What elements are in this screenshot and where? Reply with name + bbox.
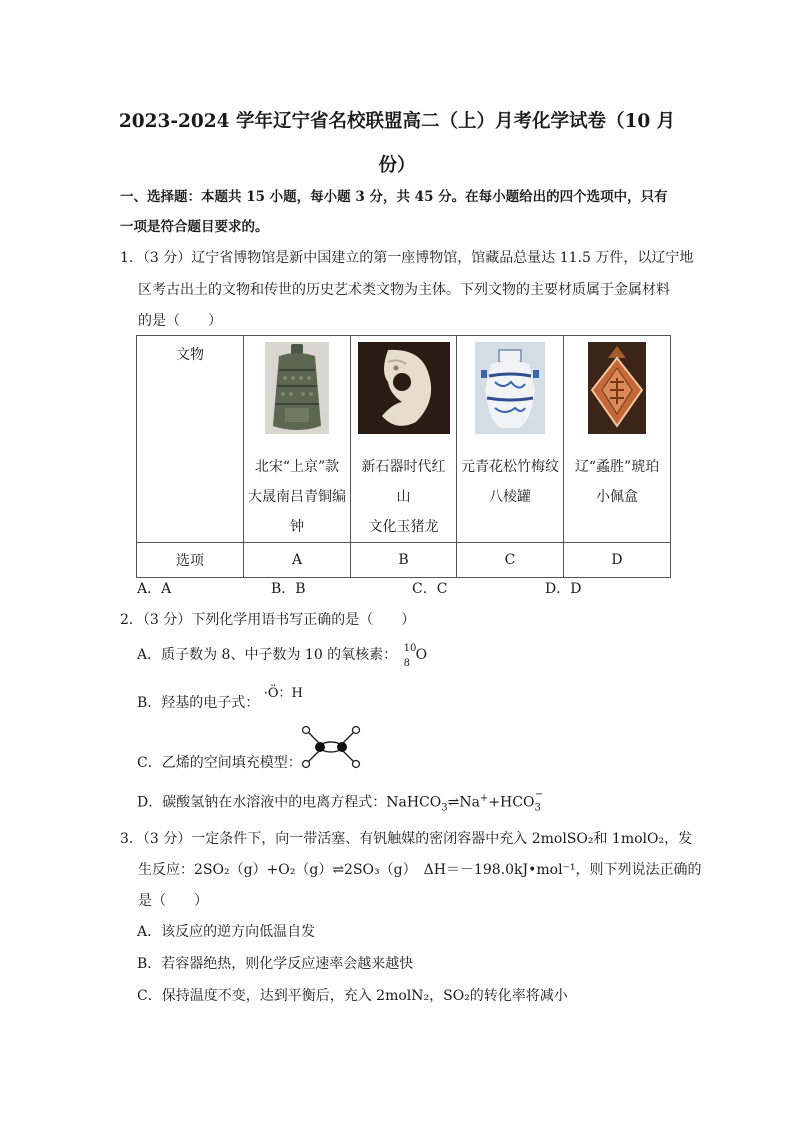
nuclide-atomic-number: 8: [403, 658, 411, 669]
artifact-c-caption-2: 八棱罐: [489, 489, 531, 505]
artifact-a-caption-2: 大晟南吕青铜编: [248, 489, 346, 505]
artifact-cell-b: [351, 336, 457, 543]
q2-option-c[interactable]: [137, 753, 302, 773]
q2-option-b-text: B．羟基的电子式：: [137, 695, 260, 711]
artifact-a-caption-1: 北宋“上京”款: [254, 459, 340, 475]
q1-stem-line3: 的是（ ）: [138, 313, 222, 329]
section-heading-line1: 一、选择题：本题共 15 小题，每小题 3 分，共 45 分。在每小题给出的四个选项中，只有: [120, 189, 668, 205]
artifact-table: [136, 335, 671, 578]
q2-option-d-sub3: 3: [441, 802, 448, 814]
bicarbonate-formula: HCO: [500, 794, 535, 811]
q3-option-c[interactable]: C．保持温度不变，达到平衡后，充入 2molN₂，SO₂的转化率将减小: [137, 988, 568, 1004]
q2-option-d-prefix: D．碳酸氢钠在水溶液中的电离方程式：NaHCO: [137, 794, 442, 811]
oxygen-nuclide-notation: [402, 642, 416, 668]
artifact-b-caption-1: 新石器时代红山: [361, 459, 446, 505]
bicarbonate-charge: −: [534, 789, 544, 800]
exam-title-line2: 份）: [378, 155, 416, 176]
q3-stem-line3: 是（ ）: [138, 893, 208, 909]
blue-white-jar-image: [475, 342, 545, 434]
q3-stem-line2: 生反应：2SO₂（g）+O₂（g）⇌2SO₃（g） ΔH＝－198.0kJ•mol⁻¹，则下列说法正确的: [138, 862, 702, 878]
bicarbonate-sub: 3: [534, 802, 541, 814]
artifact-d-caption-2: 小佩盒: [596, 489, 638, 505]
q2-stem: 2．（3 分）下列化学用语书写正确的是（ ）: [120, 612, 416, 628]
option-letter-a: A: [244, 543, 351, 578]
artifact-cell-a: [244, 336, 351, 543]
artifact-header-label: 文物: [176, 347, 204, 363]
section-heading-line2: 一项是符合题目要求的。: [120, 219, 269, 235]
artifact-b-caption-2: 文化玉猪龙: [368, 519, 439, 535]
exam-title: [100, 100, 694, 188]
amber-box-image: [588, 342, 646, 434]
q2-option-d-plus: +: [479, 793, 489, 804]
artifact-header-cell: [137, 336, 244, 543]
option-letter-b: B: [351, 543, 457, 578]
bicarbonate-ion: [500, 789, 549, 818]
option-row-label: [137, 543, 244, 578]
nuclide-symbol: O: [415, 647, 428, 663]
bronze-bell-image: [265, 342, 329, 434]
q2-option-d-mid: ⇌Na: [447, 794, 480, 811]
option-row-label-text: 选项: [176, 553, 204, 569]
q2-option-c-text: C．乙烯的空间填充模型：: [137, 755, 302, 771]
q1-option-c[interactable]: C．C: [412, 581, 448, 597]
artifact-a-caption-3: 钟: [290, 519, 304, 535]
q1-option-a[interactable]: A．A: [137, 581, 172, 597]
nuclide-mass-number: 10: [403, 643, 417, 654]
exam-title-line1: 2023-2024 学年辽宁省名校联盟高二（上）月考化学试卷（10 月: [118, 111, 676, 132]
artifact-cell-c: [457, 336, 564, 543]
q1-option-d[interactable]: D．D: [545, 581, 582, 597]
q3-option-b[interactable]: B．若容器绝热，则化学反应速率会越来越快: [137, 956, 414, 972]
q1-stem-line2: 区考古出土的文物和传世的历史艺术类文物为主体。下列文物的主要材质属于金属材料: [138, 282, 670, 298]
q2-option-a-text: A．质子数为 8、中子数为 10 的氧核素：: [137, 647, 398, 663]
q2-option-d-plus2: +: [488, 794, 501, 811]
q2-option-a[interactable]: [137, 642, 427, 668]
q1-stem-line1: 1．（3 分）辽宁省博物馆是新中国建立的第一座博物馆，馆藏品总量达 11.5 万件，以辽宁地: [120, 250, 694, 266]
q3-stem-line1: 3．（3 分）一定条件下，向一带活塞、有钒触媒的密闭容器中充入 2molSO₂和 1molO₂，发: [120, 831, 693, 847]
q1-option-b[interactable]: B．B: [271, 581, 306, 597]
q2-option-b[interactable]: [137, 686, 303, 714]
q3-option-a[interactable]: A．该反应的逆方向低温自发: [137, 924, 316, 940]
artifact-c-caption-1: 元青花松竹梅纹: [461, 459, 559, 475]
section-heading: [120, 182, 680, 242]
ethylene-space-filling-model-icon: [300, 724, 362, 770]
hydroxyl-electron-formula: ·Ö：H: [263, 686, 303, 701]
q2-option-d[interactable]: [137, 789, 549, 818]
artifact-cell-d: [564, 336, 671, 543]
option-letter-c: C: [457, 543, 564, 578]
jade-pig-dragon-image: [358, 342, 450, 434]
option-letter-d: D: [564, 543, 671, 578]
artifact-d-caption-1: 辽“蟊胜”琥珀: [574, 459, 660, 475]
